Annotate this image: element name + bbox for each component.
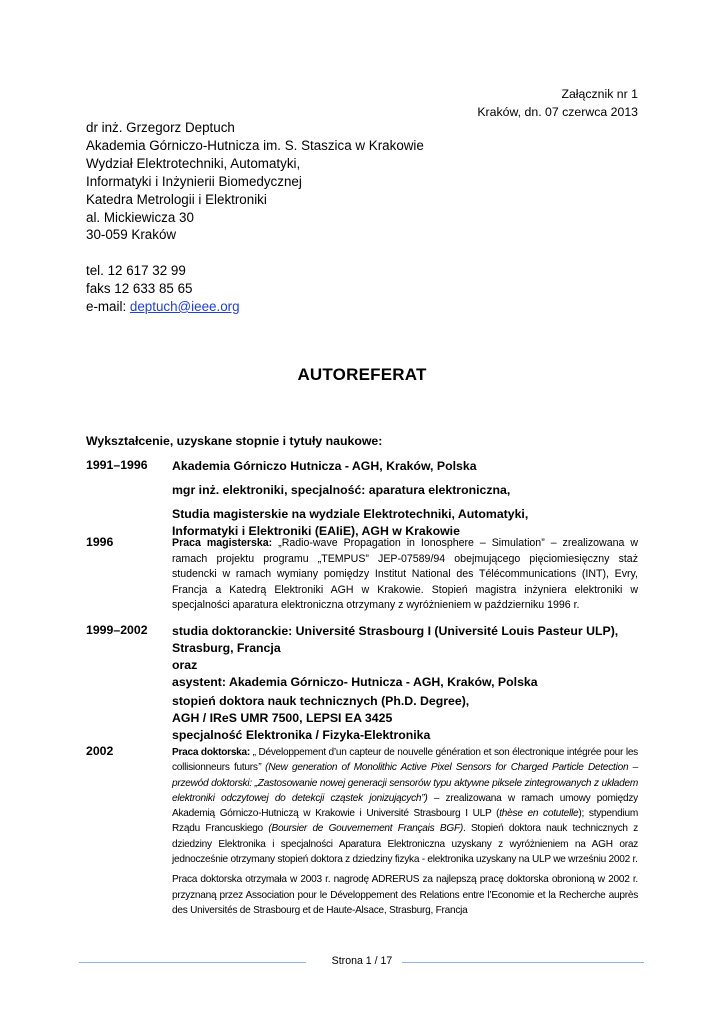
author-name: dr inż. Grzegorz Deptuch <box>86 120 235 135</box>
thesis-label: Praca doktorska: <box>172 747 251 758</box>
entry-line: asystent: Akademia Górniczo- Hutnicza - AGH, Kraków, Polska <box>172 675 538 689</box>
entry-line: Studia magisterskie na wydziale Elektrotechniki, Automatyki, <box>172 507 529 521</box>
thesis-text: „Radio-wave Propagation in Ionosphere – Simulation” – zrealizowana w ramach projektu programu „TEMPUS” JEP-07589/94 obejmującego pięciomiesięczny staż studencki w ramach wymiany pomiędzy Institut National des Télécommunications (INT), Evry, Francja a Katedrą Elektroniki AGH w Krakowie. Stopień magistra inżyniera elektroniki w specjalności aparatura elektroniczna otrzymany z wyróżnieniem w październiku 1996 r. <box>172 537 638 612</box>
entry-line: mgr inż. elektroniki, specjalność: aparatura elektroniczna, <box>172 483 511 497</box>
email-label: e-mail: <box>86 298 130 314</box>
header-info <box>477 86 638 121</box>
contact-info <box>86 262 240 316</box>
author-address <box>86 119 424 244</box>
entry-line: specjalność Elektronika / Fizyka-Elektronika <box>172 728 431 742</box>
address-line: Wydział Elektrotechniki, Automatyki, <box>86 155 301 171</box>
entry-line: stopień doktora nauk technicznych (Ph.D. Degree), <box>172 694 470 708</box>
thesis-paragraph: Praca doktorska: „ Développement d’un capteur de nouvelle génération et son électronique intégrée pour les collisionneurs futurs” (New generation of Monolithic Active Pixel Sensors for Charged Particle Detection – przewód doktorski: „Zastosowanie nowej generacji sensorów typu aktywne piksele zintegrowanych z układem elektroniki odczytowej do detekcji cząstek jonizujących”) – zrealizowana w ramach umowy pomiędzy Akademią Górniczo-Hutniczą w Krakowie i Université Strasbourg I ULP (thèse en cotutelle); stypendium Rządu Francuskiego (Boursier de Gouvernement Français BGF). Stopień doktora nauk technicznych z dziedziny Elektronika i specjalności Aparatura Elektroniczna uzyskany z wyróżnieniem na AGH oraz jednocześnie otrzymany stopień doktora z dziedziny fizyka - elektronika uzyskany na ULP we wrześniu 2002 r. <box>172 747 639 866</box>
entry-year: 2002 <box>86 744 114 758</box>
entry-line: Strasburg, Francja <box>172 641 281 655</box>
address-line: Informatyki i Inżynierii Biomedycznej <box>86 173 302 189</box>
entry-content <box>172 458 638 540</box>
entry-year: 1991–1996 <box>86 458 148 472</box>
fax: faks 12 633 85 65 <box>86 280 193 296</box>
entry-content <box>172 745 638 918</box>
entry-line: AGH / IReS UMR 7500, LEPSI EA 3425 <box>172 711 393 725</box>
entry-line: Informatyki i Elektroniki (EAIiE), AGH w Krakowie <box>172 524 460 538</box>
entry-line: Akademia Górniczo Hutnicza - AGH, Kraków, Polska <box>172 459 477 473</box>
entry-year: 1996 <box>86 535 114 549</box>
thesis-label: Praca magisterska: <box>172 537 273 549</box>
entry-line: studia doktoranckie: Université Strasbourg I (Université Louis Pasteur ULP), <box>172 624 619 638</box>
address-line: Katedra Metrologii i Elektroniki <box>86 191 267 207</box>
document-date: Kraków, dn. 07 czerwca 2013 <box>477 104 638 119</box>
entry-line: oraz <box>172 658 198 672</box>
entry-content <box>172 623 638 744</box>
phone: tel. 12 617 32 99 <box>86 263 186 278</box>
email-row <box>86 298 240 316</box>
email-link[interactable]: deptuch@ieee.org <box>129 298 240 314</box>
page-number: Strona 1 / 17 <box>0 955 724 967</box>
award-paragraph: Praca doktorska otrzymała w 2003 r. nagrodę ADRERUS za najlepszą pracę doktorska obronioną w 2002 r. przyznaną przez Association pour le Développement des Relations entre l’Economie et la Recherche auprès des Universités de Strasbourg et de Haute-Alsace, Strasburg, Francja <box>172 874 638 916</box>
address-line: 30-059 Kraków <box>86 227 177 243</box>
attachment-label: Załącznik nr 1 <box>561 87 638 101</box>
entry-year: 1999–2002 <box>86 623 148 637</box>
document-title: AUTOREFERAT <box>297 365 427 384</box>
address-line: al. Mickiewicza 30 <box>86 209 194 225</box>
entry-content <box>172 536 638 614</box>
address-line: Akademia Górniczo-Hutnicza im. S. Staszica w Krakowie <box>86 137 424 153</box>
section-heading: Wykształcenie, uzyskane stopnie i tytuły naukowe: <box>86 434 383 448</box>
